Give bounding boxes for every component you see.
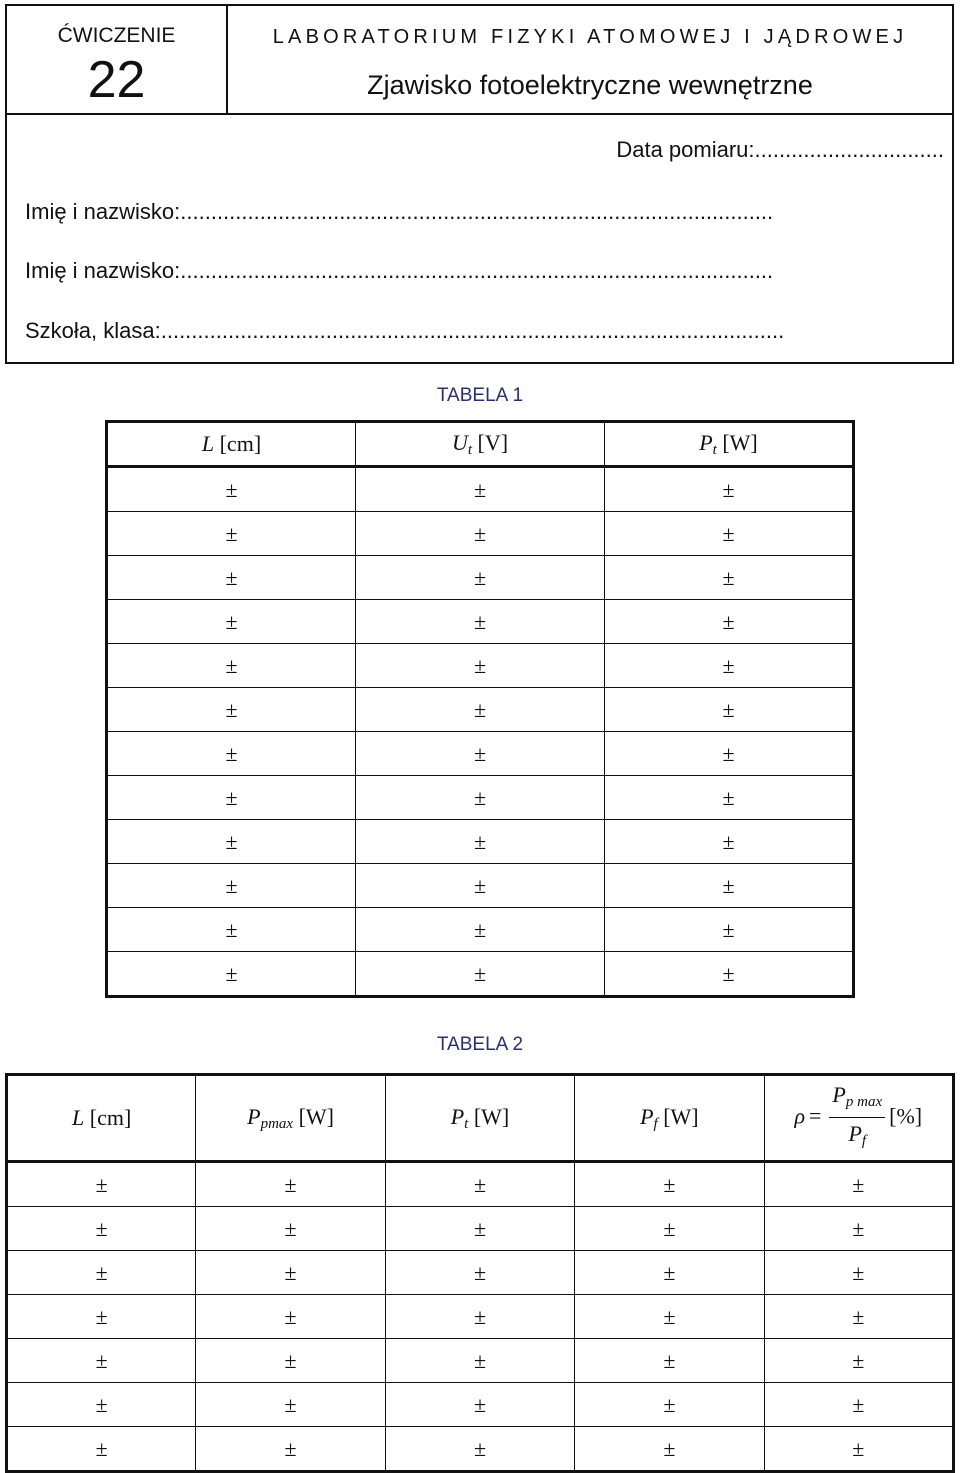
table1-cell[interactable]: ± xyxy=(107,732,356,776)
table1-cell[interactable]: ± xyxy=(107,952,356,997)
table-row xyxy=(7,1207,954,1251)
table-row xyxy=(107,512,854,556)
table1-cell[interactable]: ± xyxy=(605,556,854,600)
table-row xyxy=(107,644,854,688)
table1-cell[interactable]: ± xyxy=(356,776,605,820)
table2-cell[interactable]: ± xyxy=(385,1251,574,1295)
table2-cell[interactable]: ± xyxy=(385,1207,574,1251)
table1-caption: TABELA 1 xyxy=(436,385,524,406)
header-unit: [cm] xyxy=(89,1105,132,1130)
table1-cell[interactable]: ± xyxy=(605,908,854,952)
table2-cell[interactable]: ± xyxy=(196,1339,385,1383)
table1-cell[interactable]: ± xyxy=(356,820,605,864)
table2-cell[interactable]: ± xyxy=(764,1295,953,1339)
table-row xyxy=(7,1427,954,1472)
header-unit: [W] xyxy=(722,429,758,455)
numerator-subscript: p max xyxy=(845,1093,883,1110)
denominator-subscript: f xyxy=(861,1132,867,1149)
measurement-table-1 xyxy=(105,420,855,998)
table1-cell[interactable]: ± xyxy=(356,908,605,952)
table1-cell[interactable]: ± xyxy=(107,556,356,600)
table-row xyxy=(107,467,854,512)
table1-cell[interactable]: ± xyxy=(605,776,854,820)
table2-cell[interactable]: ± xyxy=(385,1295,574,1339)
table2-header-row xyxy=(7,1075,954,1162)
table2-cell[interactable]: ± xyxy=(196,1383,385,1427)
numerator-variable: P xyxy=(832,1081,846,1107)
table1-cell[interactable]: ± xyxy=(605,467,854,512)
table2-cell[interactable]: ± xyxy=(7,1295,196,1339)
table1-header-row xyxy=(107,422,854,467)
student-name-field-1[interactable]: Imię i nazwisko:................................................................................................. xyxy=(25,199,774,224)
table-row xyxy=(107,820,854,864)
table2-caption: TABELA 2 xyxy=(436,1034,524,1055)
exercise-number: 22 xyxy=(87,51,146,109)
measurement-table-2 xyxy=(5,1073,955,1473)
table2-cell[interactable]: ± xyxy=(385,1339,574,1383)
school-class-field[interactable]: Szkoła, klasa:...................................................................................................... xyxy=(25,318,785,343)
header-box xyxy=(5,4,954,364)
table-row xyxy=(107,864,854,908)
header-subscript: t xyxy=(464,1115,469,1132)
table2-cell[interactable]: ± xyxy=(764,1207,953,1251)
header-variable: L xyxy=(72,1105,85,1130)
table-row xyxy=(107,600,854,644)
table1-cell[interactable]: ± xyxy=(107,776,356,820)
table2-cell[interactable]: ± xyxy=(196,1251,385,1295)
lab-name: LABORATORIUM FIZYKI ATOMOWEJ I JĄDROWEJ xyxy=(272,26,908,48)
table2-cell[interactable]: ± xyxy=(575,1339,764,1383)
table2-cell[interactable]: ± xyxy=(575,1427,764,1472)
table1-cell[interactable]: ± xyxy=(107,512,356,556)
header-unit: [W] xyxy=(298,1103,335,1129)
table-row xyxy=(7,1339,954,1383)
table2-cell[interactable]: ± xyxy=(7,1427,196,1472)
table2-cell[interactable]: ± xyxy=(575,1162,764,1207)
header-unit: [W] xyxy=(473,1103,510,1129)
table-row xyxy=(107,556,854,600)
table1-cell[interactable]: ± xyxy=(605,688,854,732)
header-subscript: pmax xyxy=(260,1115,294,1132)
table-row xyxy=(107,776,854,820)
table2-cell[interactable]: ± xyxy=(196,1162,385,1207)
header-subscript: t xyxy=(712,441,717,458)
table2-cell[interactable]: ± xyxy=(7,1207,196,1251)
table1-cell[interactable]: ± xyxy=(107,820,356,864)
header-variable: P xyxy=(247,1103,261,1129)
table2-cell[interactable]: ± xyxy=(7,1162,196,1207)
table2-header-3 xyxy=(575,1075,764,1162)
table2-cell[interactable]: ± xyxy=(7,1251,196,1295)
header-unit: [W] xyxy=(663,1103,699,1129)
table1-header-1 xyxy=(356,422,605,467)
table1-cell[interactable]: ± xyxy=(605,512,854,556)
header-unit: [V] xyxy=(477,429,509,455)
header-top xyxy=(7,6,952,115)
table2-cell[interactable]: ± xyxy=(764,1427,953,1472)
header-variable: L xyxy=(201,431,215,456)
table-row xyxy=(7,1295,954,1339)
table2-cell[interactable]: ± xyxy=(7,1383,196,1427)
exercise-label: ĆWICZENIE xyxy=(57,24,176,47)
header-variable: P xyxy=(450,1103,465,1129)
table1-cell[interactable]: ± xyxy=(356,644,605,688)
table1-cell[interactable]: ± xyxy=(356,556,605,600)
table-row xyxy=(7,1162,954,1207)
ratio-numerator xyxy=(829,1080,885,1118)
table1-cell[interactable]: ± xyxy=(107,467,356,512)
exercise-subject: Zjawisko fotoelektryczne wewnętrzne xyxy=(367,70,813,100)
table1-cell[interactable]: ± xyxy=(107,864,356,908)
table2-cell[interactable]: ± xyxy=(575,1295,764,1339)
table1-cell[interactable]: ± xyxy=(605,600,854,644)
table2-header-ratio xyxy=(764,1075,953,1162)
table1-cell[interactable]: ± xyxy=(356,864,605,908)
table2-cell[interactable]: ± xyxy=(575,1207,764,1251)
table1-cell[interactable]: ± xyxy=(605,644,854,688)
table1-cell[interactable]: ± xyxy=(605,732,854,776)
header-subscript: t xyxy=(467,441,472,458)
table2-header-1 xyxy=(196,1075,385,1162)
table2-cell[interactable]: ± xyxy=(764,1251,953,1295)
exercise-cell xyxy=(7,6,228,113)
table1-header-0 xyxy=(107,422,356,467)
table1-cell[interactable]: ± xyxy=(356,952,605,997)
table-row xyxy=(107,908,854,952)
table1-cell[interactable]: ± xyxy=(356,688,605,732)
header-subscript: f xyxy=(653,1115,658,1132)
table1-header-2 xyxy=(605,422,854,467)
denominator-variable: P xyxy=(848,1120,862,1146)
ratio-unit: [%] xyxy=(889,1103,923,1129)
table2-cell[interactable]: ± xyxy=(196,1207,385,1251)
header-unit: [cm] xyxy=(219,431,262,456)
table1-cell[interactable]: ± xyxy=(356,732,605,776)
table-row xyxy=(107,732,854,776)
table1-cell[interactable]: ± xyxy=(356,600,605,644)
table2-cell[interactable]: ± xyxy=(385,1427,574,1472)
table2-cell[interactable]: ± xyxy=(764,1383,953,1427)
table1-cell[interactable]: ± xyxy=(107,644,356,688)
table1-cell[interactable]: ± xyxy=(107,600,356,644)
ratio-symbol: ρ xyxy=(794,1103,805,1129)
table2-header-2 xyxy=(385,1075,574,1162)
table2-cell[interactable]: ± xyxy=(764,1162,953,1207)
table1-cell[interactable]: ± xyxy=(107,908,356,952)
ratio-denominator xyxy=(829,1118,885,1157)
table2-cell[interactable]: ± xyxy=(196,1427,385,1472)
header-variable: U xyxy=(451,429,468,455)
table2-cell[interactable]: ± xyxy=(575,1383,764,1427)
header-variable: P xyxy=(699,429,713,455)
table-row xyxy=(7,1383,954,1427)
table2-cell[interactable]: ± xyxy=(764,1339,953,1383)
table2-cell[interactable]: ± xyxy=(575,1251,764,1295)
ratio-fraction xyxy=(829,1080,885,1157)
table1-cell[interactable]: ± xyxy=(107,688,356,732)
table1-cell[interactable]: ± xyxy=(605,952,854,997)
table-row xyxy=(107,952,854,997)
table2-cell[interactable]: ± xyxy=(196,1295,385,1339)
ratio-equals: = xyxy=(809,1103,822,1129)
table2-header-0 xyxy=(7,1075,196,1162)
table-row xyxy=(7,1251,954,1295)
table-row xyxy=(107,688,854,732)
table1-cell[interactable]: ± xyxy=(605,864,854,908)
table2-cell[interactable]: ± xyxy=(385,1383,574,1427)
header-variable: P xyxy=(640,1103,654,1129)
table1-cell[interactable]: ± xyxy=(356,512,605,556)
table2-cell[interactable]: ± xyxy=(7,1339,196,1383)
table2-cell[interactable]: ± xyxy=(385,1162,574,1207)
table1-cell[interactable]: ± xyxy=(356,467,605,512)
table1-cell[interactable]: ± xyxy=(605,820,854,864)
student-name-field-2[interactable]: Imię i nazwisko:................................................................................................. xyxy=(25,258,774,283)
measurement-date-field[interactable]: Data pomiaru:............................... xyxy=(616,137,944,162)
